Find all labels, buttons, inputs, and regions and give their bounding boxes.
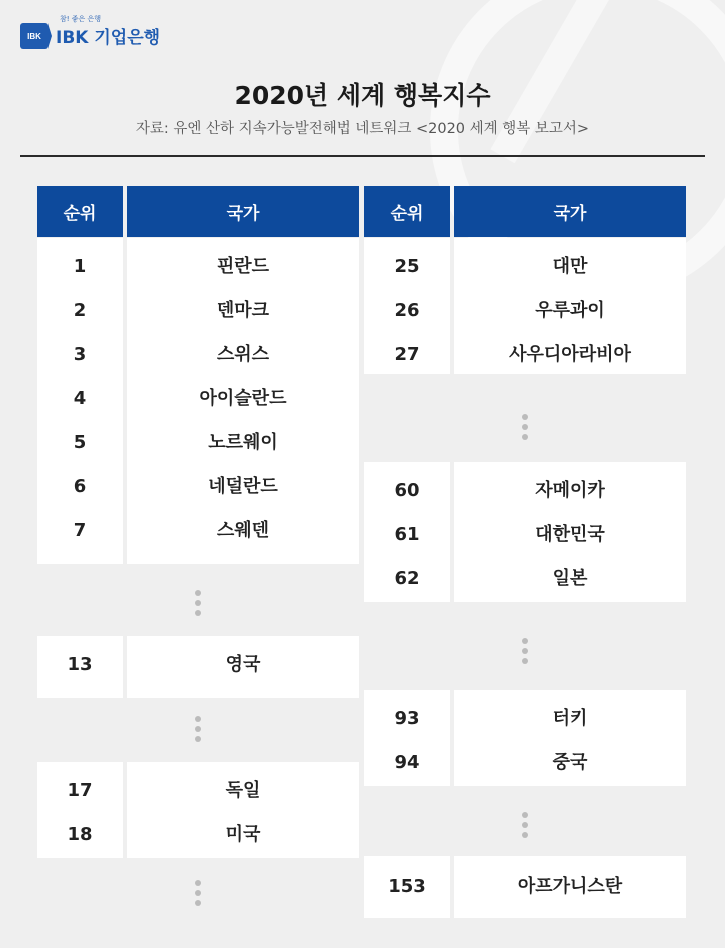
right-rank: 94 (394, 752, 420, 773)
left-rank: 6 (73, 476, 87, 497)
left-rank: 7 (73, 520, 87, 541)
ellipsis-icon (195, 590, 201, 620)
ellipsis-icon (522, 414, 528, 444)
right-rank: 153 (388, 876, 426, 897)
left-rank: 4 (73, 388, 87, 409)
left-country: 독일 (225, 780, 261, 801)
left-country: 스위스 (216, 344, 270, 365)
left-country: 핀란드 (216, 256, 270, 277)
right-country: 아프가니스탄 (517, 876, 623, 897)
right-rank: 26 (394, 300, 420, 321)
left-rank: 18 (67, 824, 93, 845)
ellipsis-icon (195, 880, 201, 910)
left-rank: 3 (73, 344, 87, 365)
right-rank: 25 (394, 256, 420, 277)
left-country: 아이슬란드 (199, 388, 287, 409)
header-rank-left: 순위 (37, 186, 123, 237)
right-country: 대한민국 (535, 524, 605, 545)
right-country: 자메이카 (535, 480, 605, 501)
left-rank: 5 (73, 432, 87, 453)
logo-brand: IBK 기업은행 (56, 28, 161, 48)
ellipsis-icon (195, 716, 201, 746)
left-country: 스웨덴 (216, 520, 270, 541)
left-rank: 1 (73, 256, 87, 277)
header-country-left: 국가 (127, 186, 359, 237)
page-title: 2020년 세계 행복지수 (234, 81, 491, 110)
left-country: 미국 (225, 824, 261, 845)
page-subtitle: 자료: 유엔 산하 지속가능발전해법 네트워크 <2020 세계 행복 보고서> (135, 121, 590, 137)
header-rank-right: 순위 (364, 186, 450, 237)
right-rank: 60 (394, 480, 420, 501)
logo-slogan: 참! 좋은 은행 (60, 15, 102, 23)
right-rank: 62 (394, 568, 420, 589)
left-country: 영국 (225, 654, 261, 675)
left-country: 네덜란드 (208, 476, 278, 497)
right-country: 우루과이 (535, 300, 605, 321)
left-rank: 13 (67, 654, 93, 675)
ibk-logo (20, 15, 161, 51)
left-country: 노르웨이 (208, 432, 278, 453)
title-divider (20, 155, 705, 157)
ellipsis-icon (522, 638, 528, 668)
header-country-right: 국가 (454, 186, 686, 237)
right-country: 일본 (552, 568, 588, 589)
right-country: 중국 (552, 752, 588, 773)
right-rank: 61 (394, 524, 420, 545)
right-rank: 27 (394, 344, 420, 365)
left-rank: 2 (73, 300, 87, 321)
right-country: 대만 (552, 256, 588, 277)
right-country: 사우디아라비아 (509, 344, 631, 365)
left-country: 덴마크 (216, 300, 270, 321)
right-country: 터키 (552, 708, 588, 729)
right-rank: 93 (394, 708, 420, 729)
logo-mark-text: IBK (27, 31, 41, 41)
ellipsis-icon (522, 812, 528, 842)
ibk-logo-icon (20, 23, 48, 49)
left-rank: 17 (67, 780, 93, 801)
